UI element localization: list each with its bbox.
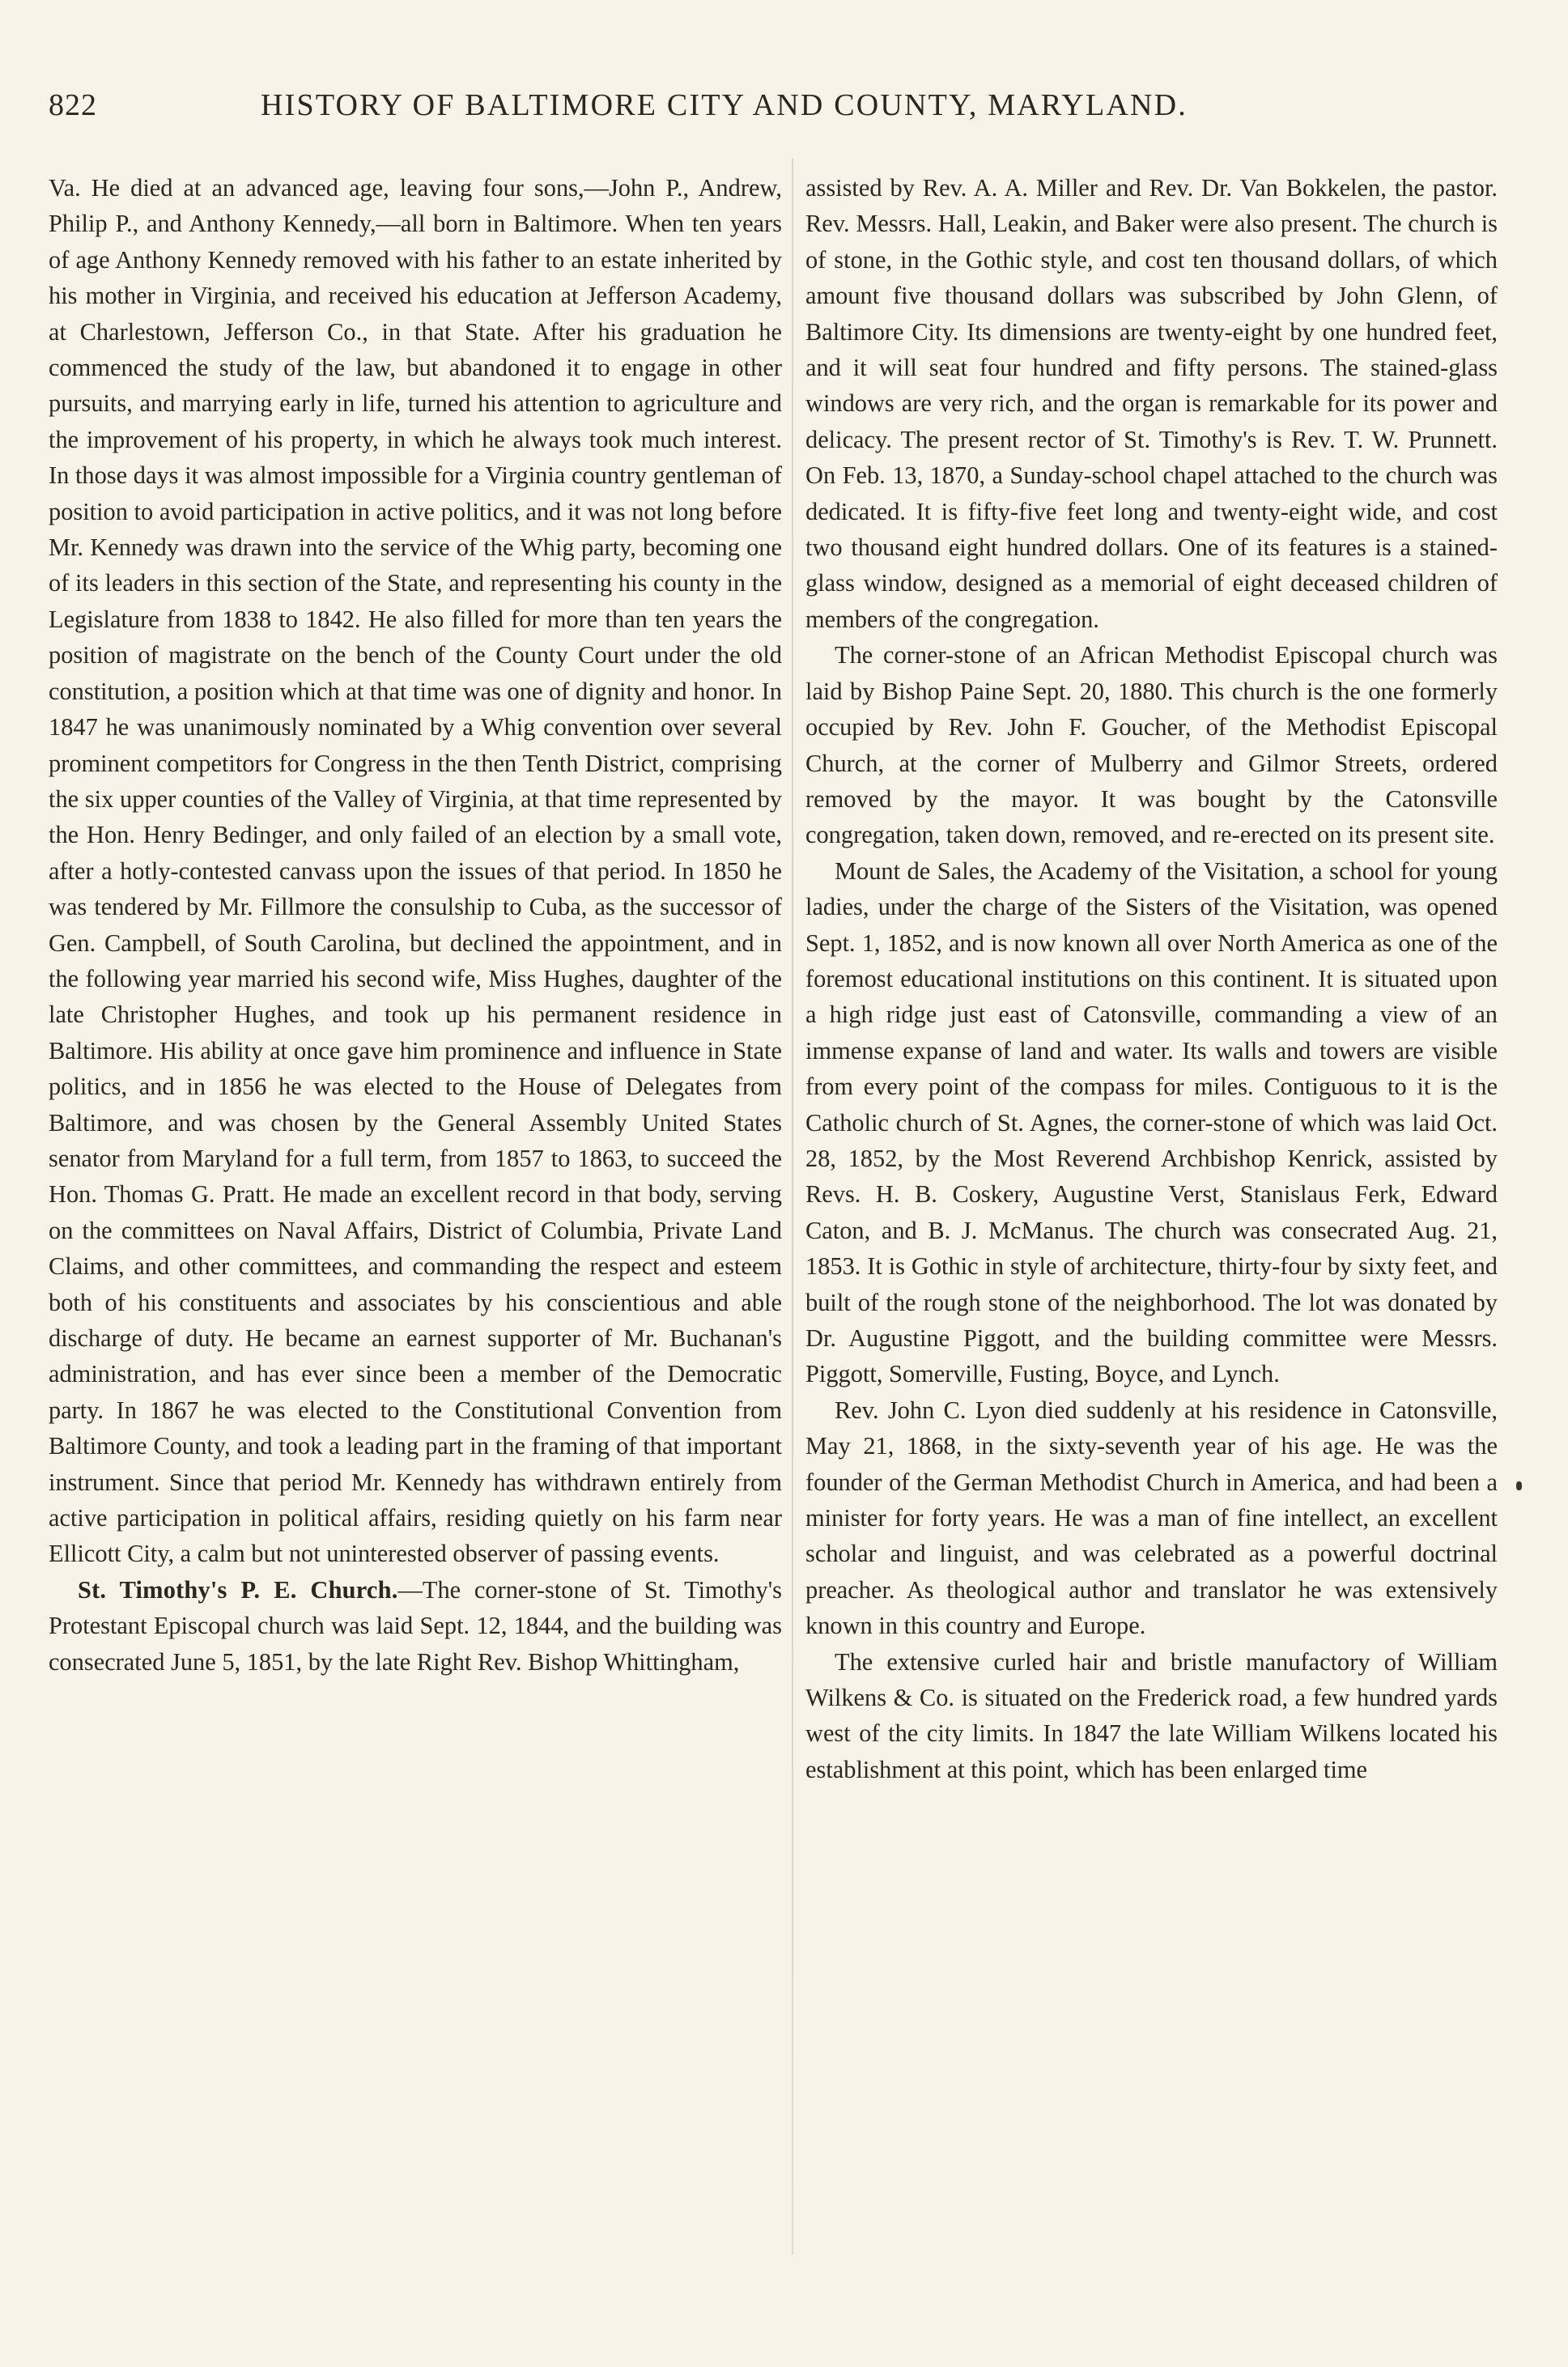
running-title: HISTORY OF BALTIMORE CITY AND COUNTY, MARYLAND. <box>261 88 1188 122</box>
paragraph-st-timothys-continued: assisted by Rev. A. A. Miller and Rev. Dr. Van Bokkelen, the pastor. Rev. Messrs. Hall, Leakin, and Baker were also present. The church is of stone, in the Gothic style, and cost ten thousand dollars, of which amount five thousand dollars was subscribed by John Glenn, of Baltimore City. Its dimensions are twenty-eight by one hundred feet, and it will seat four hundred and fifty persons. The stained-glass windows are very rich, and the organ is remarkable for its power and delicacy. The present rector of St. Timothy's is Rev. T. W. Prunnett. On Feb. 13, 1870, a Sunday-school chapel attached to the church was dedicated. It is fifty-five feet long and twenty-eight wide, and cost two thousand eight hundred dollars. One of its features is a stained-glass window, designed as a memorial of eight deceased children of members of the congregation. <box>805 174 1498 633</box>
section-heading-st-timothys: St. Timothy's P. E. Church. <box>78 1575 398 1604</box>
paragraph-mount-de-sales: Mount de Sales, the Academy of the Visitation, a school for young ladies, under the charge of the Sisters of the Visitation, was opened Sept. 1, 1852, and is now known all over North America as one of the foremost educational institutions on this continent. It is situated upon a high ridge just east of Catonsville, commanding a view of an immense expanse of land and water. Its walls and towers are visible from every point of the compass for miles. Contiguous to it is the Catholic church of St. Agnes, the corner-stone of which was laid Oct. 28, 1852, by the Most Reverend Archbishop Kenrick, assisted by Revs. H. B. Coskery, Augustine Verst, Stanislaus Ferk, Edward Caton, and B. J. McManus. The church was consecrated Aug. 21, 1853. It is Gothic in style of architecture, thirty-four by sixty feet, and built of the rough stone of the neighborhood. The lot was donated by Dr. Augustine Piggott, and the building committee were Messrs. Piggott, Somerville, Fusting, Boyce, and Lynch. <box>805 856 1498 1388</box>
paragraph-st-timothys <box>49 1572 782 1680</box>
left-column <box>49 170 782 1680</box>
right-column <box>805 170 1498 1787</box>
paragraph-african-methodist-church: The corner-stone of an African Methodist Episcopal church was laid by Bishop Paine Sept. 20, 1880. This church is the one formerly occupied by Rev. John F. Goucher, of the Methodist Episcopal Church, at the corner of Mulberry and Gilmor Streets, ordered removed by the mayor. It was bought by the Catonsville congregation, taken down, removed, and re-erected on its present site. <box>805 641 1498 849</box>
paragraph-rev-john-lyon: Rev. John C. Lyon died suddenly at his residence in Catonsville, May 21, 1868, in the sixty-seventh year of his age. He was the founder of the German Methodist Church in America, and had been a minister for forty years. He was a man of fine intellect, an excellent scholar and linguist, and was celebrated as a powerful doctrinal preacher. As theological author and translator he was extensively known in this country and Europe. <box>805 1396 1498 1640</box>
page-header <box>49 87 1506 123</box>
column-divider <box>792 158 793 2254</box>
paragraph-wilkens-manufactory: The extensive curled hair and bristle manufactory of William Wilkens & Co. is situated on the Frederick road, a few hundred yards west of the city limits. In 1847 the late William Wilkens located his establishment at this point, which has been enlarged time <box>805 1647 1498 1783</box>
ink-speck <box>1516 1481 1522 1490</box>
page-number: 822 <box>49 88 97 122</box>
paragraph-kennedy-biography: Va. He died at an advanced age, leaving four sons,—John P., Andrew, Philip P., and Anthony Kennedy,—all born in Baltimore. When ten years of age Anthony Kennedy removed with his father to an estate inherited by his mother in Virginia, and received his education at Jefferson Academy, at Charlestown, Jefferson Co., in that State. After his graduation he commenced the study of the law, but abandoned it to engage in other pursuits, and marrying early in life, turned his attention to agriculture and the improvement of his property, in which he always took much interest. In those days it was almost impossible for a Virginia country gentleman of position to avoid participation in active politics, and it was not long before Mr. Kennedy was drawn into the service of the Whig party, becoming one of its leaders in this section of the State, and representing his county in the Legislature from 1838 to 1842. He also filled for more than ten years the position of magistrate on the bench of the County Court under the old constitution, a position which at that time was one of dignity and honor. In 1847 he was unanimously nominated by a Whig convention over several prominent competitors for Congress in the then Tenth District, comprising the six upper counties of the Valley of Virginia, at that time represented by the Hon. Henry Bedinger, and only failed of an election by a small vote, after a hotly-contested canvass upon the issues of that period. In 1850 he was tendered by Mr. Fillmore the consulship to Cuba, as the successor of Gen. Campbell, of South Carolina, but declined the appointment, and in the following year married his second wife, Miss Hughes, daughter of the late Christopher Hughes, and took up his permanent residence in Baltimore. His ability at once gave him prominence and influence in State politics, and in 1856 he was elected to the House of Delegates from Baltimore, and was chosen by the General Assembly United States senator from Maryland for a full term, from 1857 to 1863, to succeed the Hon. Thomas G. Pratt. He made an excellent record in that body, serving on the committees on Naval Affairs, District of Columbia, Private Land Claims, and other committees, and commanding the respect and esteem both of his constituents and associates by his conscientious and able discharge of duty. He became an earnest supporter of Mr. Buchanan's administration, and has ever since been a member of the Democratic party. In 1867 he was elected to the Constitutional Convention from Baltimore County, and took a leading part in the framing of that important instrument. Since that period Mr. Kennedy has withdrawn entirely from active participation in political affairs, residing quietly on his farm near Ellicott City, a calm but not uninterested observer of passing events. <box>49 174 782 1568</box>
paragraph-st-timothys-body: —The corner-stone of St. Timothy's Protestant Episcopal church was laid Sept. 12, 1844, and the building was consecrated June 5, 1851, by the late Right Rev. Bishop Whittingham, <box>49 1575 782 1676</box>
